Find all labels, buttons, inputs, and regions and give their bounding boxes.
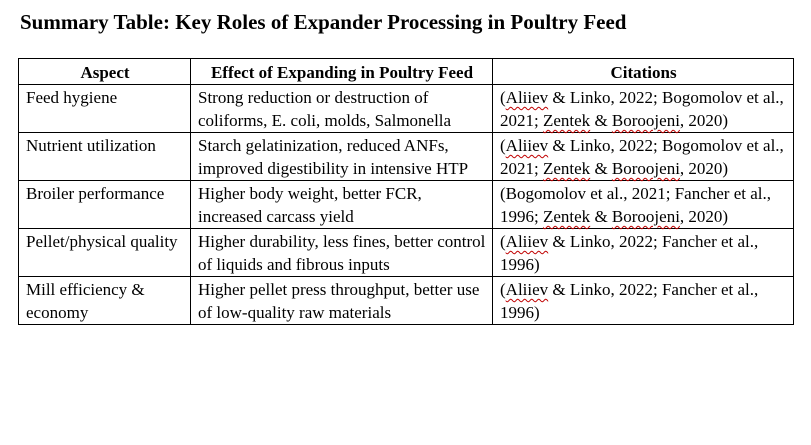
citation-author: Aliiev	[505, 232, 549, 251]
citation-text: , 2020)	[679, 111, 729, 130]
citation-text: & Linko, 2022; Bogomolov et al., 2021;	[500, 88, 784, 130]
citations-cell	[493, 181, 794, 229]
citation-author: Boroojeni	[611, 207, 680, 226]
effect-cell: Starch gelatinization, reduced ANFs, improved digestibility in intensive HTP	[191, 133, 493, 181]
summary-table	[18, 58, 794, 325]
citations-cell	[493, 229, 794, 277]
citations-cell	[493, 277, 794, 325]
table-row	[19, 133, 794, 181]
citation-text: &	[590, 111, 612, 130]
table-title: Summary Table: Key Roles of Expander Processing in Poultry Feed	[20, 10, 627, 34]
header-citations: Citations	[493, 59, 794, 85]
citation-text: & Linko, 2022; Bogomolov et al., 2021;	[500, 136, 784, 178]
citation-author: Zentek	[542, 207, 591, 226]
header-aspect: Aspect	[19, 59, 191, 85]
citations-cell	[493, 85, 794, 133]
citation-text: & Linko, 2022; Fancher et al., 1996)	[500, 232, 759, 274]
citation-text: (	[500, 88, 506, 107]
table-row	[19, 85, 794, 133]
citation-author: Zentek	[542, 159, 591, 178]
effect-cell: Higher durability, less fines, better control of liquids and fibrous inputs	[191, 229, 493, 277]
effect-cell: Higher body weight, better FCR, increased carcass yield	[191, 181, 493, 229]
effect-cell: Higher pellet press throughput, better use of low-quality raw materials	[191, 277, 493, 325]
header-effect: Effect of Expanding in Poultry Feed	[191, 59, 493, 85]
citation-text: (	[500, 280, 506, 299]
citation-author: Boroojeni	[611, 159, 680, 178]
aspect-cell: Nutrient utilization	[19, 133, 191, 181]
citation-author: Aliiev	[505, 136, 549, 155]
aspect-cell: Mill efficiency & economy	[19, 277, 191, 325]
aspect-cell: Broiler performance	[19, 181, 191, 229]
table-header-row	[19, 59, 794, 85]
citation-text: &	[590, 159, 612, 178]
citation-text: & Linko, 2022; Fancher et al., 1996)	[500, 280, 759, 322]
effect-cell: Strong reduction or destruction of coliforms, E. coli, molds, Salmonella	[191, 85, 493, 133]
citation-text: , 2020)	[679, 159, 729, 178]
citation-text: &	[590, 207, 612, 226]
table-row	[19, 181, 794, 229]
citation-text: (	[500, 136, 506, 155]
citation-author: Boroojeni	[611, 111, 680, 130]
table-row	[19, 277, 794, 325]
citation-author: Aliiev	[505, 280, 549, 299]
aspect-cell: Feed hygiene	[19, 85, 191, 133]
citation-author: Zentek	[542, 111, 591, 130]
citation-author: Aliiev	[505, 88, 549, 107]
citation-text: , 2020)	[679, 207, 729, 226]
citations-cell	[493, 133, 794, 181]
table-row	[19, 229, 794, 277]
aspect-cell: Pellet/physical quality	[19, 229, 191, 277]
citation-text: (Bogomolov et al., 2021; Fancher et al., 1996;	[500, 184, 771, 226]
citation-text: (	[500, 232, 506, 251]
